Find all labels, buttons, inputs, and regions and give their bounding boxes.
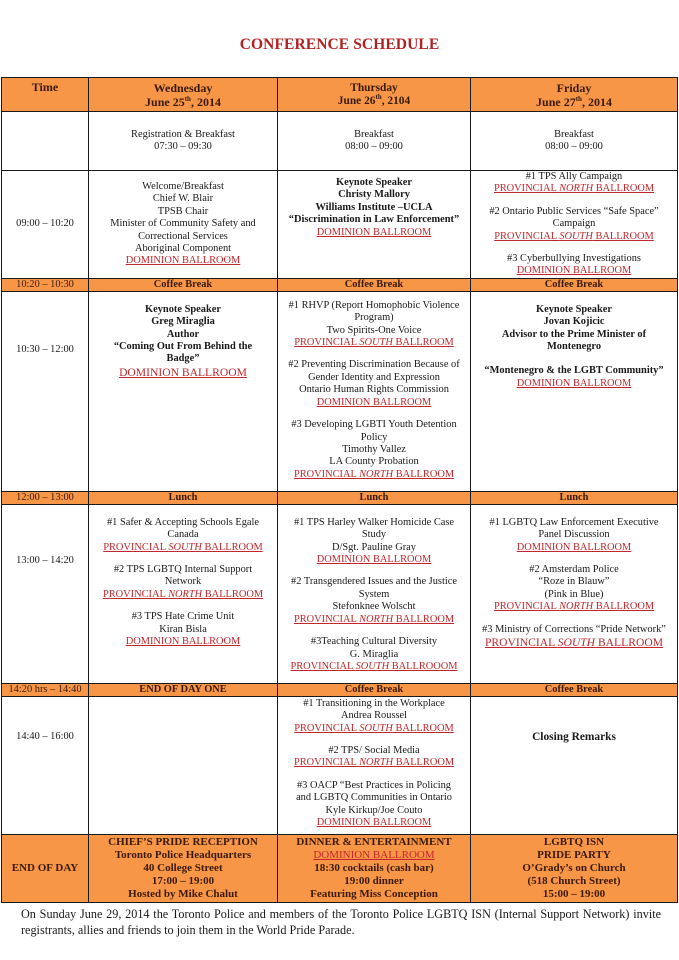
session-title: Breakfast	[554, 128, 594, 140]
afternoon2-row	[2, 696, 678, 834]
room-link[interactable]: DOMINION BALLROOM	[516, 265, 632, 277]
break-label: Lunch	[89, 491, 278, 504]
session-line: Williams Institute –UCLA	[315, 201, 433, 213]
room-wing: NORTH	[168, 588, 203, 600]
afternoon1-row	[2, 504, 678, 683]
session-line: Kyle Kirkup/Joe Couto	[325, 804, 423, 816]
morning1-row	[2, 171, 678, 279]
break-label: Coffee Break	[471, 278, 678, 291]
room-wing: SOUTH	[359, 337, 393, 349]
room-suffix: BALLROOM	[593, 601, 655, 613]
room-wing: SOUTH	[355, 660, 390, 672]
session-line: Program)	[354, 312, 394, 324]
room-prefix: PROVINCIAL	[493, 183, 560, 195]
session-line: #2 Preventing Discrimination Because of	[288, 359, 460, 371]
room-link[interactable]: DOMINION BALLROOM	[516, 377, 632, 389]
room-suffix: BALLROOM	[392, 337, 454, 349]
session-cell-thursday	[278, 171, 471, 279]
session-line: #3Teaching Cultural Diversity	[310, 636, 438, 648]
session-line: Andrea Roussel	[340, 710, 408, 722]
room-prefix: PROVINCIAL	[484, 636, 558, 650]
room-suffix: BALLROOM	[393, 468, 455, 480]
event-line: Featuring Miss Conception	[310, 887, 438, 900]
room-link[interactable]	[282, 614, 466, 626]
time-cell	[2, 112, 89, 171]
room-wing: SOUTH	[559, 230, 593, 242]
room-wing: SOUTH	[359, 722, 393, 734]
session-line: Correctional Services	[138, 230, 228, 242]
room-suffix: BALLROOM	[393, 613, 455, 625]
room-prefix: PROVINCIAL	[293, 468, 360, 480]
time-cell: 13:00 – 14:20	[2, 504, 89, 683]
session-cell-wednesday	[89, 504, 278, 683]
session-cell-friday	[471, 112, 678, 171]
room-suffix: BALLROOM	[592, 230, 654, 242]
room-link[interactable]	[282, 337, 466, 349]
session-line: Chief W. Blair	[152, 193, 214, 205]
room-prefix: PROVINCIAL	[493, 601, 560, 613]
session-line: Minister of Community Safety and	[110, 218, 256, 230]
break-label: Coffee Break	[278, 683, 471, 696]
session-line: TPSB Chair	[157, 205, 209, 217]
event-line: LGBTQ ISN	[543, 835, 605, 848]
time-cell: 10:30 – 12:00	[2, 291, 89, 491]
room-suffix: BALLROOM	[202, 588, 264, 600]
end-of-day-row	[2, 834, 678, 902]
session-line: #2 Amsterdam Police	[529, 564, 619, 576]
break-label: Lunch	[278, 491, 471, 504]
session-cell-thursday	[278, 504, 471, 683]
event-line: 17:00 – 19:00	[151, 874, 215, 887]
session-line: Panel Discussion	[538, 529, 610, 541]
room-suffix: BALLROOM	[393, 757, 455, 769]
session-line: “Montenegro & the LGBT Community”	[484, 365, 664, 377]
break-label: Coffee Break	[471, 683, 678, 696]
session-cell-friday	[471, 291, 678, 491]
session-line: Montenegro	[546, 341, 602, 353]
breakfast-row	[2, 112, 678, 171]
closing-remarks: Closing Remarks	[471, 696, 678, 834]
room-link[interactable]: DOMINION BALLROOM	[125, 255, 241, 267]
room-prefix: PROVINCIAL	[293, 757, 360, 769]
session-line: #1 Safer & Accepting Schools Egale	[106, 516, 260, 528]
session-cell-thursday	[278, 112, 471, 171]
session-line: Christy Mallory	[338, 189, 410, 201]
room-wing: SOUTH	[557, 636, 596, 650]
event-line: DINNER & ENTERTAINMENT	[296, 835, 452, 848]
session-line: #2 TPS/ Social Media	[328, 745, 420, 757]
session-line: Greg Miraglia	[151, 316, 215, 328]
session-line: #3 OACP “Best Practices in Policing	[296, 779, 452, 791]
session-line: #1 TPS Ally Campaign	[525, 171, 623, 182]
room-wing: SOUTH	[168, 541, 202, 553]
room-prefix: PROVINCIAL	[102, 588, 169, 600]
room-suffix: BALLROOM	[593, 183, 655, 195]
date-suffix: th	[184, 94, 191, 103]
session-cell-friday	[471, 504, 678, 683]
day-year: , 2014	[190, 94, 221, 109]
session-cell-wednesday	[89, 112, 278, 171]
session-line: “Roze in Blauw”	[538, 576, 610, 588]
session-line: #2 Ontario Public Services “Safe Space”	[489, 205, 659, 217]
session-line: LA County Probation	[329, 456, 419, 468]
day-date: June 26	[337, 94, 376, 107]
session-line: Campaign	[552, 218, 596, 230]
session-line: D/Sgt. Pauline Gray	[332, 541, 416, 553]
event-cell-thursday	[278, 834, 471, 902]
lunch-row	[2, 491, 678, 504]
room-link[interactable]: DOMINION BALLROOM	[313, 848, 435, 861]
session-line: and LGBTQ Communities in Ontario	[296, 792, 452, 804]
event-line: Toronto Police Headquarters	[114, 848, 252, 861]
session-line: #1 Transitioning in the Workplace	[303, 697, 445, 709]
session-line: Study	[361, 529, 387, 541]
session-line: Kiran Bisla	[159, 623, 207, 635]
session-line: Advisor to the Prime Minister of	[501, 328, 647, 340]
session-line: #3 Cyberbullying Investigations	[507, 253, 641, 265]
session-line: #1 RHVP (Report Homophobic Violence	[288, 299, 460, 311]
time-cell: 14:20 hrs – 14:40	[2, 683, 89, 696]
session-line: Timothy Vallez	[342, 443, 406, 455]
session-time: 08:00 – 09:00	[345, 141, 403, 152]
room-wing: NORTH	[359, 613, 394, 625]
session-cell-thursday	[278, 291, 471, 491]
session-line: G. Miraglia	[349, 648, 399, 660]
room-link[interactable]	[282, 469, 466, 481]
day-name: Thursday	[350, 81, 398, 94]
page-title: CONFERENCE SCHEDULE	[239, 36, 440, 53]
time-cell: END OF DAY	[2, 834, 89, 902]
morning2-row	[2, 291, 678, 491]
session-time: 08:00 – 09:00	[545, 141, 603, 152]
date-suffix: th	[375, 92, 382, 101]
room-link[interactable]	[282, 661, 466, 673]
session-cell-wednesday	[89, 171, 278, 279]
session-line: #2 Transgendered Issues and the Justice	[291, 576, 457, 588]
day-header-wednesday	[89, 78, 278, 112]
break-label: Coffee Break	[89, 278, 278, 291]
room-wing: NORTH	[359, 757, 394, 769]
room-suffix: BALLROOM	[201, 541, 263, 553]
event-line: (518 Church Street)	[527, 874, 621, 887]
room-link[interactable]	[93, 542, 273, 554]
session-line: System	[358, 588, 390, 600]
room-wing: NORTH	[359, 468, 394, 480]
event-line: CHIEF’S PRIDE RECEPTION	[108, 835, 258, 848]
room-wing: NORTH	[559, 183, 594, 195]
session-line: Keynote Speaker	[536, 303, 612, 315]
session-line: “Coming Out From Behind the	[113, 341, 253, 353]
day-name: Wednesday	[153, 80, 213, 95]
session-time: 07:30 – 09:30	[154, 141, 212, 152]
session-line: Gender Identity and Expression	[308, 371, 440, 383]
session-title: Registration & Breakfast	[131, 128, 235, 140]
event-line: 40 College Street	[143, 861, 223, 874]
event-line: O’Grady’s on Church	[522, 861, 626, 874]
time-header: Time	[2, 78, 89, 112]
room-prefix: PROVINCIAL	[294, 722, 360, 734]
room-link[interactable]: DOMINION BALLROOM	[316, 226, 432, 238]
event-cell-wednesday	[89, 834, 278, 902]
room-link[interactable]: DOMINION BALLROOM	[316, 554, 432, 566]
time-cell: 12:00 – 13:00	[2, 491, 89, 504]
event-line: PRIDE PARTY	[537, 848, 611, 861]
room-link[interactable]	[475, 636, 673, 650]
room-suffix: BALLROOM	[392, 722, 454, 734]
session-cell-wednesday	[89, 696, 278, 834]
day-header-thursday	[278, 78, 471, 112]
session-line: (Pink in Blue)	[544, 588, 604, 600]
time-cell: 14:40 – 16:00	[2, 696, 89, 834]
end-of-day-one-label: END OF DAY ONE	[89, 683, 278, 696]
room-prefix: PROVINCIAL	[294, 337, 360, 349]
coffee-break-row	[2, 683, 678, 696]
room-suffix: BALLROOOM	[389, 660, 458, 672]
day-year: , 2014	[581, 94, 612, 109]
session-line: Badge”	[166, 353, 200, 365]
room-prefix: PROVINCIAL	[293, 613, 360, 625]
event-line: 19:00 dinner	[344, 874, 404, 887]
room-link[interactable]: DOMINION BALLROOM	[125, 636, 241, 648]
session-line: #2 TPS LGBTQ Internal Support	[113, 564, 253, 576]
session-line: #3 Developing LGBTI Youth Detention	[291, 419, 457, 431]
break-label: Lunch	[471, 491, 678, 504]
day-date: June 25	[145, 94, 185, 109]
room-link[interactable]	[475, 183, 673, 195]
room-suffix: BALLROOM	[595, 636, 664, 650]
session-line: Stefonknee Wolscht	[332, 601, 416, 613]
session-line: #1 LGBTQ Law Enforcement Executive	[489, 516, 659, 528]
event-cell-friday	[471, 834, 678, 902]
session-line: Keynote Speaker	[145, 303, 221, 315]
day-name: Friday	[556, 80, 592, 95]
event-line: Hosted by Mike Chalut	[128, 887, 238, 900]
break-label: Coffee Break	[278, 278, 471, 291]
session-line: Two Spirits-One Voice	[326, 324, 422, 336]
day-year: , 2104	[381, 94, 411, 107]
room-link[interactable]	[282, 757, 466, 769]
session-line: #1 TPS Harley Walker Homicide Case	[293, 516, 455, 528]
session-line: “Discrimination in Law Enforcement”	[288, 214, 460, 226]
session-cell-thursday	[278, 696, 471, 834]
session-line: Aboriginal Component	[134, 243, 232, 255]
session-line: Ontario Human Rights Commission	[299, 384, 449, 396]
session-line: Canada	[167, 529, 199, 541]
time-cell: 10:20 – 10:30	[2, 278, 89, 291]
room-prefix: PROVINCIAL	[290, 660, 356, 672]
session-line: Keynote Speaker	[336, 177, 412, 188]
room-link[interactable]	[282, 723, 466, 735]
session-line: Welcome/Breakfast	[142, 181, 224, 192]
session-line: Jovan Kojicic	[543, 316, 605, 328]
room-link[interactable]: DOMINION BALLROOM	[119, 365, 247, 379]
session-line	[475, 353, 673, 365]
event-line: 18:30 cocktails (cash bar)	[314, 861, 434, 874]
parade-note: On Sunday June 29, 2014 the Toronto Police and members of the Toronto Police LGBTQ ISN (Internal Support Network) invite registrants, allies and friends to join them in the World Pride Parade.	[21, 907, 661, 937]
header-row	[2, 78, 678, 112]
session-title: Breakfast	[354, 128, 394, 140]
session-line: Network	[164, 576, 202, 588]
room-link[interactable]: DOMINION BALLROOM	[316, 396, 432, 408]
room-link[interactable]	[475, 231, 673, 243]
time-cell: 09:00 – 10:20	[2, 171, 89, 279]
session-cell-friday	[471, 171, 678, 279]
event-line: 15:00 – 19:00	[542, 887, 606, 900]
session-line: Policy	[360, 431, 388, 443]
session-line: #3 Ministry of Corrections “Pride Network”	[482, 623, 666, 635]
day-header-friday	[471, 78, 678, 112]
room-link[interactable]	[475, 601, 673, 613]
room-wing: NORTH	[559, 601, 594, 613]
session-line: Author	[166, 328, 200, 340]
session-cell-wednesday	[89, 291, 278, 491]
room-link[interactable]: DOMINION BALLROOM	[516, 541, 632, 553]
session-line: #3 TPS Hate Crime Unit	[131, 611, 235, 623]
room-prefix: PROVINCIAL	[103, 541, 169, 553]
date-suffix: th	[575, 94, 582, 103]
coffee-break-row	[2, 278, 678, 291]
schedule-table	[1, 77, 678, 903]
room-link[interactable]: DOMINION BALLROOM	[316, 817, 432, 829]
day-date: June 27	[536, 94, 576, 109]
room-link[interactable]	[93, 589, 273, 601]
room-prefix: PROVINCIAL	[494, 230, 560, 242]
